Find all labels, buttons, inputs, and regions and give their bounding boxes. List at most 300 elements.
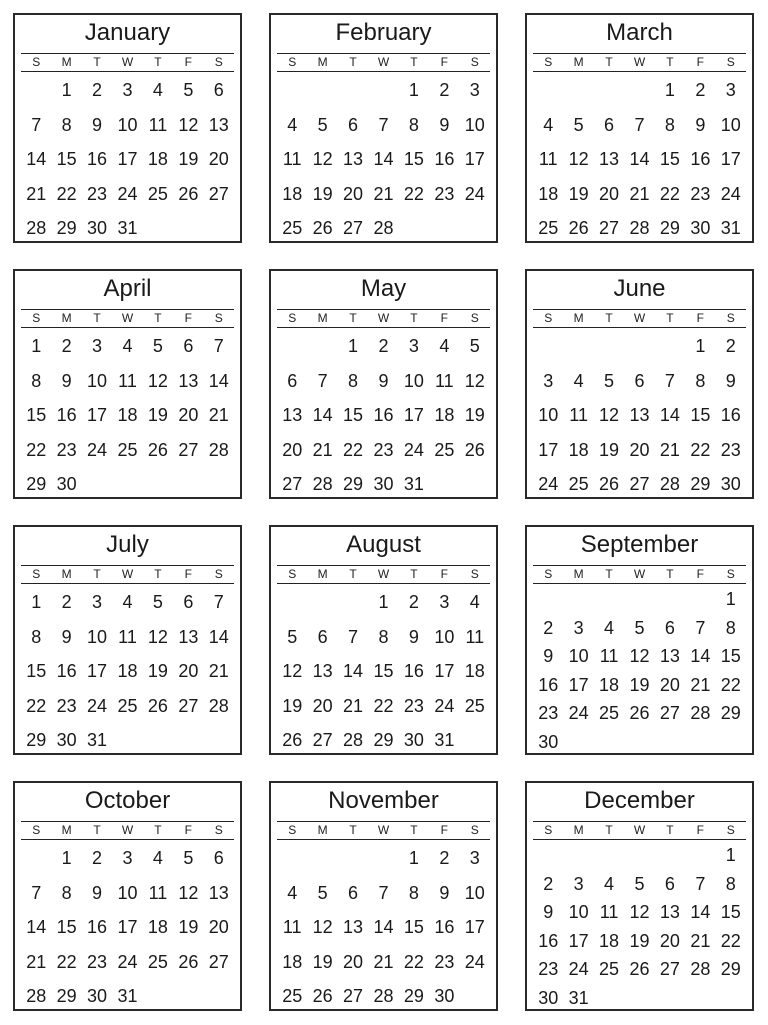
day-cell: 16 <box>87 149 108 170</box>
weekday-label: S <box>726 311 735 325</box>
weekday-label: M <box>61 311 72 325</box>
day-cell: 21 <box>26 951 47 972</box>
day-cell: 16 <box>56 405 77 426</box>
weekday-label: T <box>154 55 162 69</box>
day-cell: 11 <box>435 370 454 391</box>
day-cell: 16 <box>403 661 424 682</box>
day-cell: 9 <box>543 902 554 923</box>
day-cell: 13 <box>312 661 333 682</box>
weekday-label: T <box>154 567 162 581</box>
day-cell: 22 <box>403 183 424 204</box>
day-cell: 26 <box>147 695 168 716</box>
weekday-header <box>277 565 490 584</box>
day-cell: 16 <box>720 405 741 426</box>
day-cell: 5 <box>183 80 194 100</box>
day-cell: 9 <box>92 882 103 903</box>
day-cell: 6 <box>664 617 675 638</box>
day-cell: 11 <box>282 917 302 938</box>
day-cell: 26 <box>599 474 620 495</box>
day-cell: 24 <box>568 703 589 724</box>
month-title: June <box>613 275 666 302</box>
day-cell: 1 <box>348 336 359 356</box>
day-cell: 1 <box>61 848 72 868</box>
day-cell: 18 <box>147 149 168 170</box>
weekday-label: T <box>666 567 674 581</box>
day-blank <box>655 841 685 870</box>
day-cell: 17 <box>568 930 589 951</box>
weekday-label: T <box>154 823 162 837</box>
day-cell: 15 <box>403 917 424 938</box>
day-cell: 4 <box>543 114 554 135</box>
day-cell: 31 <box>117 218 138 239</box>
day-cell: 2 <box>695 80 706 100</box>
weekday-label: T <box>605 311 613 325</box>
weekday-label: M <box>61 567 72 581</box>
day-cell: 5 <box>469 336 480 356</box>
weekday-label: F <box>696 55 705 69</box>
day-cell: 15 <box>26 405 47 426</box>
day-cell: 30 <box>403 730 424 751</box>
day-cell: 6 <box>348 882 359 903</box>
day-cell: 27 <box>629 474 650 495</box>
day-cell: 26 <box>282 730 303 751</box>
day-cell: 14 <box>629 149 650 170</box>
day-cell: 8 <box>695 370 706 391</box>
weekday-label: S <box>32 823 41 837</box>
month-august <box>269 525 498 755</box>
weekday-label: T <box>93 823 101 837</box>
day-cell: 23 <box>87 183 108 204</box>
weekday-label: S <box>288 567 297 581</box>
day-cell: 26 <box>568 218 589 239</box>
day-cell: 24 <box>403 439 424 460</box>
day-cell: 31 <box>87 730 108 751</box>
day-cell: 24 <box>568 959 589 980</box>
day-cell: 30 <box>56 474 77 495</box>
day-cell: 3 <box>543 370 554 391</box>
day-cell: 3 <box>439 592 450 612</box>
weekday-header <box>533 821 746 840</box>
day-cell: 22 <box>720 674 741 695</box>
month-title: July <box>106 531 149 558</box>
day-cell: 20 <box>312 695 333 716</box>
day-cell: 12 <box>312 917 333 938</box>
day-cell: 27 <box>312 730 333 751</box>
day-cell: 21 <box>208 661 229 682</box>
weekday-label: S <box>470 311 479 325</box>
day-cell: 7 <box>317 370 328 391</box>
day-blank <box>368 73 398 108</box>
day-cell: 10 <box>538 405 559 426</box>
day-cell: 3 <box>469 848 480 868</box>
day-cell: 13 <box>282 405 303 426</box>
weekday-label: S <box>726 55 735 69</box>
day-cell: 28 <box>373 986 394 1007</box>
day-cell: 9 <box>378 370 389 391</box>
day-cell: 28 <box>629 218 650 239</box>
day-blank <box>277 329 307 364</box>
day-cell: 21 <box>690 674 711 695</box>
day-cell: 30 <box>690 218 711 239</box>
day-blank <box>563 329 593 364</box>
day-cell: 22 <box>720 930 741 951</box>
day-cell: 15 <box>343 405 364 426</box>
day-cell: 3 <box>573 873 584 894</box>
day-cell: 1 <box>695 336 706 356</box>
day-cell: 28 <box>343 730 364 751</box>
day-cell: 23 <box>434 951 455 972</box>
day-grid <box>277 585 490 749</box>
day-cell: 25 <box>464 695 485 716</box>
day-blank <box>655 329 685 364</box>
day-blank <box>624 329 654 364</box>
weekday-label: W <box>377 823 390 837</box>
day-cell: 3 <box>408 336 419 356</box>
weekday-label: F <box>696 567 705 581</box>
day-cell: 11 <box>465 626 485 647</box>
day-cell: 20 <box>208 917 229 938</box>
day-cell: 23 <box>434 183 455 204</box>
day-cell: 13 <box>208 114 229 135</box>
day-cell: 15 <box>56 149 77 170</box>
day-blank <box>624 585 654 614</box>
day-cell: 28 <box>312 474 333 495</box>
day-blank <box>624 841 654 870</box>
day-cell: 8 <box>408 114 419 135</box>
day-blank <box>533 73 563 108</box>
day-cell: 28 <box>26 218 47 239</box>
day-cell: 8 <box>664 114 675 135</box>
day-cell: 28 <box>659 474 680 495</box>
day-cell: 4 <box>604 617 615 638</box>
day-cell: 2 <box>543 617 554 638</box>
day-cell: 14 <box>690 646 711 667</box>
day-cell: 7 <box>31 114 42 135</box>
day-cell: 10 <box>117 882 138 903</box>
day-cell: 3 <box>92 592 103 612</box>
weekday-label: S <box>32 567 41 581</box>
day-blank <box>338 585 368 620</box>
day-cell: 19 <box>629 674 650 695</box>
day-cell: 26 <box>629 959 650 980</box>
day-cell: 24 <box>464 951 485 972</box>
weekday-label: S <box>544 823 553 837</box>
day-cell: 13 <box>178 370 199 391</box>
day-cell: 7 <box>31 882 42 903</box>
day-cell: 26 <box>312 218 333 239</box>
day-blank <box>685 585 715 614</box>
day-cell: 22 <box>26 695 47 716</box>
day-cell: 26 <box>147 439 168 460</box>
day-cell: 8 <box>408 882 419 903</box>
day-cell: 7 <box>664 370 675 391</box>
day-blank <box>533 585 563 614</box>
day-cell: 21 <box>343 695 364 716</box>
day-grid <box>21 841 234 1005</box>
weekday-label: T <box>349 567 357 581</box>
day-cell: 4 <box>604 873 615 894</box>
day-cell: 10 <box>464 882 485 903</box>
day-cell: 6 <box>348 114 359 135</box>
day-cell: 13 <box>343 149 364 170</box>
day-cell: 17 <box>87 661 108 682</box>
day-blank <box>21 841 51 876</box>
day-cell: 15 <box>720 902 741 923</box>
day-cell: 19 <box>464 405 485 426</box>
weekday-label: S <box>470 567 479 581</box>
day-cell: 10 <box>117 114 138 135</box>
day-cell: 9 <box>61 626 72 647</box>
day-cell: 15 <box>659 149 680 170</box>
day-cell: 13 <box>599 149 620 170</box>
day-cell: 5 <box>183 848 194 868</box>
day-cell: 1 <box>61 80 72 100</box>
day-cell: 24 <box>434 695 455 716</box>
day-cell: 24 <box>117 183 138 204</box>
day-cell: 5 <box>317 882 328 903</box>
day-cell: 22 <box>56 951 77 972</box>
day-blank <box>533 329 563 364</box>
day-cell: 11 <box>148 114 168 135</box>
day-blank <box>338 841 368 876</box>
weekday-label: W <box>377 311 390 325</box>
day-blank <box>21 73 51 108</box>
month-may <box>269 269 498 499</box>
day-cell: 14 <box>659 405 680 426</box>
day-cell: 27 <box>208 951 229 972</box>
day-cell: 17 <box>87 405 108 426</box>
weekday-label: S <box>544 55 553 69</box>
day-cell: 1 <box>31 336 42 356</box>
weekday-header <box>533 565 746 584</box>
month-title: November <box>328 787 439 814</box>
day-cell: 10 <box>434 626 455 647</box>
day-cell: 20 <box>178 405 199 426</box>
day-cell: 12 <box>464 370 485 391</box>
day-cell: 2 <box>408 592 419 612</box>
day-cell: 4 <box>122 336 133 356</box>
day-cell: 12 <box>629 646 650 667</box>
weekday-label: S <box>288 311 297 325</box>
weekday-label: T <box>93 567 101 581</box>
day-cell: 7 <box>213 592 224 612</box>
day-cell: 29 <box>56 986 77 1007</box>
day-cell: 12 <box>599 405 620 426</box>
weekday-header <box>277 309 490 328</box>
weekday-label: T <box>605 55 613 69</box>
day-cell: 30 <box>720 474 741 495</box>
weekday-label: S <box>32 311 41 325</box>
weekday-label: W <box>633 55 646 69</box>
day-cell: 28 <box>208 695 229 716</box>
day-cell: 10 <box>720 114 741 135</box>
day-cell: 8 <box>348 370 359 391</box>
day-cell: 5 <box>634 617 645 638</box>
day-cell: 13 <box>659 902 680 923</box>
day-cell: 16 <box>373 405 394 426</box>
day-cell: 18 <box>117 661 138 682</box>
day-blank <box>594 585 624 614</box>
day-cell: 14 <box>312 405 333 426</box>
day-cell: 25 <box>147 951 168 972</box>
month-title: August <box>346 531 421 558</box>
day-cell: 12 <box>147 370 168 391</box>
day-cell: 22 <box>403 951 424 972</box>
weekday-label: M <box>573 567 584 581</box>
day-cell: 8 <box>31 370 42 391</box>
weekday-label: S <box>726 567 735 581</box>
day-cell: 18 <box>282 951 303 972</box>
day-cell: 7 <box>695 873 706 894</box>
day-cell: 31 <box>117 986 138 1007</box>
weekday-header <box>277 53 490 72</box>
day-cell: 2 <box>439 80 450 100</box>
day-cell: 27 <box>659 959 680 980</box>
day-cell: 19 <box>282 695 303 716</box>
day-blank <box>563 585 593 614</box>
day-cell: 17 <box>464 149 485 170</box>
day-cell: 8 <box>378 626 389 647</box>
weekday-label: M <box>573 55 584 69</box>
day-cell: 26 <box>312 986 333 1007</box>
weekday-header <box>21 53 234 72</box>
weekday-label: T <box>410 567 418 581</box>
day-cell: 3 <box>122 80 133 100</box>
weekday-label: T <box>349 55 357 69</box>
day-cell: 25 <box>599 703 620 724</box>
day-blank <box>277 841 307 876</box>
day-cell: 23 <box>538 959 559 980</box>
day-cell: 5 <box>634 873 645 894</box>
month-title: March <box>606 19 673 46</box>
day-cell: 13 <box>208 882 229 903</box>
weekday-label: W <box>633 567 646 581</box>
day-blank <box>624 73 654 108</box>
day-cell: 22 <box>373 695 394 716</box>
day-cell: 15 <box>690 405 711 426</box>
day-cell: 19 <box>599 439 620 460</box>
day-cell: 20 <box>629 439 650 460</box>
day-cell: 14 <box>26 149 47 170</box>
month-title: April <box>103 275 152 302</box>
day-cell: 4 <box>573 370 584 391</box>
day-cell: 21 <box>373 951 394 972</box>
day-cell: 18 <box>117 405 138 426</box>
day-cell: 31 <box>568 987 589 1008</box>
weekday-label: F <box>184 567 193 581</box>
day-cell: 30 <box>373 474 394 495</box>
day-cell: 26 <box>178 183 199 204</box>
day-blank <box>307 329 337 364</box>
day-cell: 20 <box>343 951 364 972</box>
weekday-label: F <box>696 823 705 837</box>
day-grid <box>533 329 746 493</box>
day-cell: 24 <box>87 439 108 460</box>
day-cell: 27 <box>282 474 303 495</box>
day-cell: 25 <box>282 986 303 1007</box>
day-blank <box>307 73 337 108</box>
day-cell: 1 <box>378 592 389 612</box>
day-cell: 8 <box>725 617 736 638</box>
day-cell: 10 <box>403 370 424 391</box>
day-cell: 19 <box>629 930 650 951</box>
day-cell: 25 <box>568 474 589 495</box>
weekday-label: S <box>544 311 553 325</box>
day-cell: 22 <box>690 439 711 460</box>
day-cell: 30 <box>538 731 559 752</box>
day-cell: 7 <box>213 336 224 356</box>
day-cell: 17 <box>434 661 455 682</box>
weekday-label: T <box>410 823 418 837</box>
weekday-label: F <box>184 55 193 69</box>
day-cell: 16 <box>56 661 77 682</box>
day-cell: 1 <box>408 80 419 100</box>
weekday-header <box>277 821 490 840</box>
day-cell: 22 <box>26 439 47 460</box>
day-cell: 3 <box>92 336 103 356</box>
day-blank <box>594 73 624 108</box>
day-cell: 7 <box>378 882 389 903</box>
weekday-label: F <box>440 55 449 69</box>
day-cell: 3 <box>469 80 480 100</box>
weekday-label: S <box>214 567 223 581</box>
day-blank <box>277 73 307 108</box>
day-cell: 27 <box>599 218 620 239</box>
day-cell: 29 <box>343 474 364 495</box>
day-cell: 13 <box>178 626 199 647</box>
day-grid <box>21 73 234 237</box>
day-cell: 23 <box>56 695 77 716</box>
day-cell: 28 <box>208 439 229 460</box>
day-cell: 23 <box>538 703 559 724</box>
day-cell: 25 <box>599 959 620 980</box>
day-cell: 5 <box>152 336 163 356</box>
day-cell: 24 <box>464 183 485 204</box>
day-cell: 12 <box>178 114 199 135</box>
day-cell: 14 <box>208 370 229 391</box>
day-cell: 29 <box>56 218 77 239</box>
day-cell: 1 <box>725 589 736 609</box>
day-cell: 29 <box>720 959 741 980</box>
day-grid <box>277 73 490 237</box>
day-cell: 11 <box>282 149 302 170</box>
month-june <box>525 269 754 499</box>
weekday-label: F <box>184 823 193 837</box>
day-cell: 25 <box>282 218 303 239</box>
day-cell: 25 <box>147 183 168 204</box>
day-cell: 18 <box>599 930 620 951</box>
day-cell: 11 <box>599 902 619 923</box>
day-cell: 12 <box>629 902 650 923</box>
day-cell: 7 <box>378 114 389 135</box>
weekday-label: M <box>317 567 328 581</box>
day-cell: 12 <box>178 882 199 903</box>
day-cell: 30 <box>87 986 108 1007</box>
day-cell: 11 <box>118 626 137 647</box>
day-cell: 19 <box>147 405 168 426</box>
day-cell: 29 <box>403 986 424 1007</box>
weekday-header <box>533 53 746 72</box>
day-cell: 4 <box>439 336 450 356</box>
day-cell: 13 <box>629 405 650 426</box>
weekday-label: W <box>121 567 134 581</box>
day-blank <box>594 329 624 364</box>
weekday-label: T <box>666 311 674 325</box>
month-march <box>525 13 754 243</box>
day-cell: 19 <box>178 917 199 938</box>
day-cell: 20 <box>282 439 303 460</box>
day-cell: 21 <box>629 183 650 204</box>
